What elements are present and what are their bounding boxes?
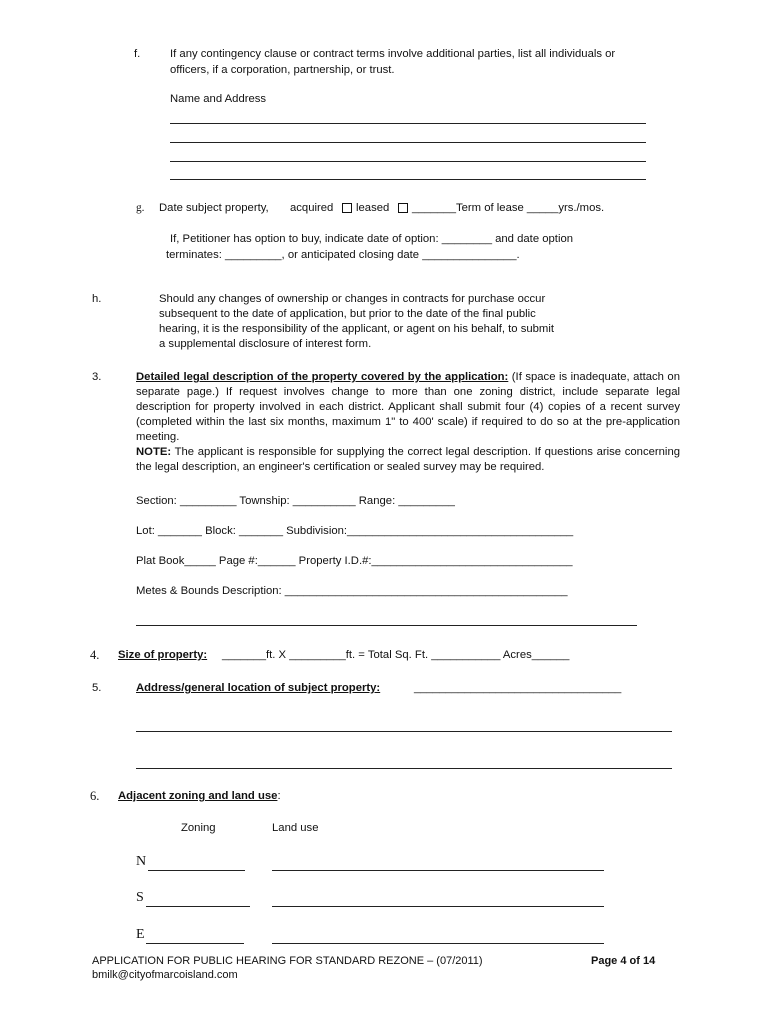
name-address-blank-line[interactable] [170,161,646,162]
east-zoning-field[interactable] [146,943,244,944]
section-3-number: 3. [92,371,102,383]
adjacent-north-label: N [136,854,147,869]
acquired-label: acquired [290,202,334,214]
address-location-heading: Address/general location of subject property: [136,682,381,694]
note-label: NOTE: [136,446,172,458]
item-h-text-line4: a supplemental disclosure of interest form. [159,338,372,350]
section-5-number: 5. [92,682,102,694]
section-3-heading: Detailed legal description of the property covered by the application: [136,371,509,383]
item-f-text-line1: If any contingency clause or contract terms involve additional parties, list all individuals or [170,48,616,60]
page-number: Page 4 of 14 [591,955,656,967]
item-h-text-line2: subsequent to the date of application, but prior to the date of the final public [159,308,536,320]
section-3-paragraph [136,370,680,445]
footer-title: APPLICATION FOR PUBLIC HEARING FOR STANDARD REZONE – (07/2011) [92,955,483,967]
item-f-text-line2: officers, if a corporation, partnership, or trust. [170,64,395,76]
metes-bounds-continuation-line[interactable] [136,625,637,626]
zoning-column-label: Zoning [181,822,216,834]
item-g-marker: g. [136,202,145,214]
adjacent-zoning-heading: Adjacent zoning and land use [118,790,278,802]
adjacent-zoning-colon: : [277,790,281,802]
leased-label: leased [356,202,390,214]
item-h-text-line1: Should any changes of ownership or changes in contracts for purchase occur [159,293,546,305]
size-of-property-fields[interactable]: _______ft. X _________ft. = Total Sq. Ft. ___________ Acres______ [222,649,570,661]
name-and-address-label: Name and Address [170,93,267,105]
item-h-marker: h. [92,293,102,305]
north-land-use-field[interactable] [272,870,604,871]
metes-bounds-field[interactable]: Metes & Bounds Description: _____________________________________________ [136,585,568,597]
option-to-buy-line2[interactable]: terminates: _________, or anticipated closing date _______________. [166,249,520,261]
size-of-property-heading: Size of property: [118,649,208,661]
lot-block-subdivision-fields[interactable]: Lot: _______ Block: _______ Subdivision:____________________________________ [136,525,574,537]
footer-email: bmilk@cityofmarcoisland.com [92,969,238,981]
date-subject-property-label: Date subject property, [159,202,269,214]
name-address-blank-line[interactable] [170,179,646,180]
item-h-text-line3: hearing, it is the responsibility of the applicant, or agent on his behalf, to submit [159,323,554,335]
name-address-blank-line[interactable] [170,142,646,143]
adjacent-zoning-heading-wrap [118,789,281,803]
plat-book-page-property-id-fields[interactable]: Plat Book_____ Page #:______ Property I.D.#:________________________________ [136,555,573,567]
name-address-blank-line[interactable] [170,123,646,124]
section-township-range-fields[interactable]: Section: _________ Township: __________ Range: _________ [136,495,455,507]
east-land-use-field[interactable] [272,943,604,944]
north-zoning-field[interactable] [148,870,245,871]
leased-checkbox[interactable] [398,203,408,213]
address-continuation-line[interactable] [136,768,672,769]
note-text: The applicant is responsible for supplying the correct legal description. If questions arise concerning the legal description, an engineer's certification or sealed survey may be required. [136,446,681,473]
address-continuation-line[interactable] [136,731,672,732]
south-zoning-field[interactable] [146,906,250,907]
adjacent-east-label: E [136,927,145,942]
section-3-note [136,445,680,475]
section-6-number: 6. [90,789,100,803]
item-f-marker: f. [134,48,141,60]
adjacent-south-label: S [136,890,144,905]
address-location-field[interactable]: _________________________________ [414,682,622,694]
section-3-body: (If space is inadequate, attach on separate page.) If request involves change to more than one zoning district, include separate legal description for property involved in each district. Applicant shall submit four (4) copies of a recent survey (completed within the last six months, maximum 1" to 400' scale) if required to do so at the pre-application meeting. [136,371,680,443]
land-use-column-label: Land use [272,822,319,834]
option-to-buy-line1[interactable]: If, Petitioner has option to buy, indicate date of option: ________ and date option [170,233,574,245]
south-land-use-field[interactable] [272,906,604,907]
term-of-lease-field[interactable]: _______Term of lease _____yrs./mos. [412,202,605,214]
section-4-number: 4. [90,648,100,662]
acquired-checkbox[interactable] [342,203,352,213]
